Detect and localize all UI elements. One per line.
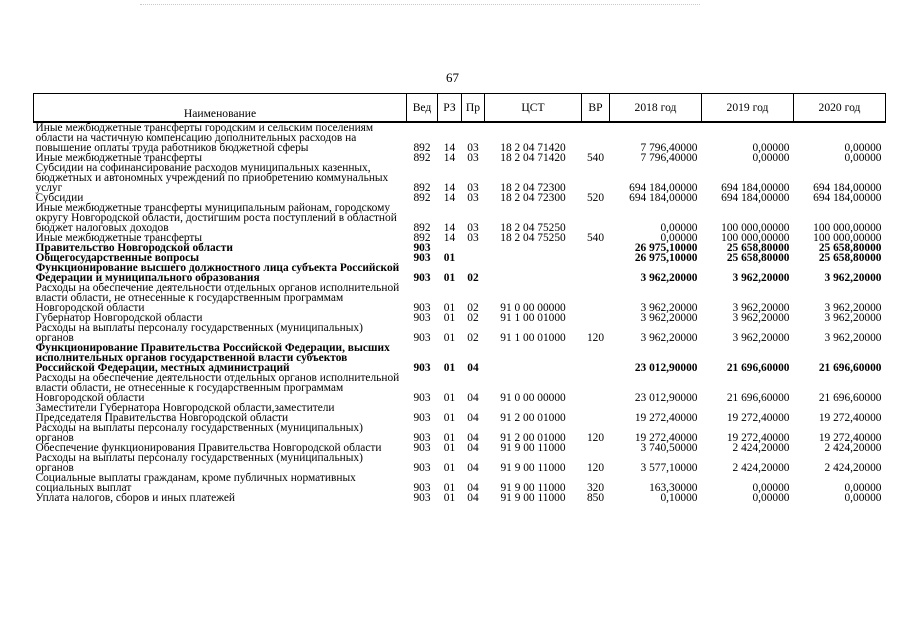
cell-2019: 2 424,20000: [732, 462, 790, 474]
cell-cst: 91 1 00 01000: [500, 312, 566, 324]
cell-pr: 04: [467, 492, 479, 504]
cell-name: Расходы на обеспечение деятельности отдельных органов исполнительной власти области, не отнесенные к государственным программам Новгородской области: [35, 372, 400, 404]
cell-name: Расходы на обеспечение деятельности отдельных органов исполнительной власти области, не отнесенные к государственным программам Новгородской области: [35, 282, 400, 314]
cell-pr: 04: [467, 362, 479, 374]
cell-2019: 3 962,20000: [732, 272, 790, 284]
cell-cst: 18 2 04 71420: [500, 152, 566, 164]
table-row: [34, 163, 886, 193]
cell-rz: 01: [443, 442, 456, 454]
cell-rz: 14: [443, 152, 456, 164]
cell-2020: 2 424,20000: [824, 442, 882, 454]
cell-rz: 01: [443, 432, 456, 444]
cell-pr: 02: [467, 312, 479, 324]
cell-rz: 14: [443, 232, 456, 244]
cell-2018: 3 962,20000: [640, 272, 698, 284]
cell-ved: 892: [413, 222, 431, 234]
cell-2020: 19 272,40000: [818, 412, 882, 424]
cell-2018: 7 796,40000: [640, 142, 698, 154]
cell-2020: 3 962,20000: [824, 272, 882, 284]
cell-name: Иные межбюджетные трансферты: [35, 152, 203, 164]
cell-2018: 0,10000: [660, 492, 698, 504]
cell-pr: 03: [467, 142, 479, 154]
cell-2019: 2 424,20000: [732, 442, 790, 454]
header-pr: Пр: [462, 94, 485, 123]
cell-2018: 0,00000: [660, 222, 698, 234]
cell-vr: 120: [586, 332, 605, 344]
cell-2018: 3 740,50000: [640, 442, 698, 454]
cell-rz: 01: [443, 492, 456, 504]
cell-ved: 903: [413, 392, 431, 404]
cell-2019: 3 962,20000: [732, 332, 790, 344]
cell-pr: 03: [467, 232, 479, 244]
cell-rz: 14: [443, 192, 456, 204]
header-ved: Вед: [407, 94, 438, 123]
cell-ved: 903: [413, 412, 431, 424]
table-row: [34, 453, 886, 473]
cell-2018: 26 975,10000: [634, 252, 698, 264]
cell-2020: 0,00000: [844, 482, 882, 494]
table-row: [34, 203, 886, 233]
cell-cst: 91 0 00 00000: [500, 302, 566, 314]
cell-name: Губернатор Новгородской области: [35, 312, 203, 324]
cell-2018: 23 012,90000: [634, 362, 698, 374]
page-number: 67: [446, 70, 459, 85]
cell-vr: [582, 263, 610, 283]
cell-2018: 19 272,40000: [634, 432, 698, 444]
scan-artifact-line: [140, 4, 700, 8]
cell-name: Общегосударственные вопросы: [35, 252, 200, 264]
cell-rz: 01: [443, 302, 456, 314]
table-row: [34, 283, 886, 313]
cell-2020: 0,00000: [844, 142, 882, 154]
cell-pr: 04: [467, 462, 479, 474]
cell-2018: 694 184,00000: [629, 182, 698, 194]
cell-pr: [462, 253, 485, 263]
cell-cst: 91 2 00 01000: [500, 412, 566, 424]
cell-ved: 903: [413, 462, 431, 474]
cell-pr: 04: [467, 392, 479, 404]
cell-pr: 04: [467, 482, 479, 494]
cell-cst: [485, 263, 582, 283]
cell-pr: 04: [467, 432, 479, 444]
cell-vr: [582, 313, 610, 323]
cell-2020: 3 962,20000: [824, 302, 882, 314]
cell-rz: 01: [443, 392, 456, 404]
cell-cst: 18 2 04 71420: [500, 142, 566, 154]
cell-name: Субсидии: [35, 192, 84, 204]
cell-vr: [582, 373, 610, 403]
cell-ved: 903: [413, 332, 431, 344]
cell-rz: 01: [443, 482, 456, 494]
cell-ved: 892: [413, 192, 431, 204]
cell-rz: 01: [443, 462, 456, 474]
cell-name: Расходы на выплаты персоналу государственных (муниципальных) органов: [35, 452, 363, 474]
table-row: [34, 423, 886, 443]
table-row: [34, 473, 886, 493]
cell-vr: 850: [586, 492, 605, 504]
cell-name: Расходы на выплаты персоналу государственных (муниципальных) органов: [35, 322, 363, 344]
cell-2020: 694 184,00000: [813, 192, 882, 204]
cell-2019: 694 184,00000: [721, 192, 790, 204]
cell-2020: 25 658,80000: [818, 242, 882, 254]
cell-2018: 3 962,20000: [640, 332, 698, 344]
table-body: [34, 122, 886, 503]
cell-2018: 163,30000: [649, 482, 698, 494]
cell-2020: 100 000,00000: [813, 232, 882, 244]
header-2020: 2020 год: [794, 94, 886, 123]
cell-name: Функционирование Правительства Российской Федерации, высших исполнительных органов государственной власти субъектов Российской Федерации, местных администраций: [35, 342, 390, 374]
cell-cst: 18 2 04 72300: [500, 192, 566, 204]
cell-rz: 14: [443, 142, 456, 154]
cell-2018: 3 962,20000: [640, 302, 698, 314]
cell-name: Иные межбюджетные трансферты: [35, 232, 203, 244]
cell-name: Иные межбюджетные трансферты муниципальным районам, городскому округу Новгородской области, достигшим роста поступлений в областной бюджет налоговых доходов: [35, 202, 397, 234]
cell-pr: 04: [467, 442, 479, 454]
cell-2020: 3 962,20000: [824, 332, 882, 344]
header-vr: ВР: [582, 94, 610, 123]
cell-2020: 0,00000: [844, 492, 882, 504]
cell-name: Субсидии на софинансирование расходов муниципальных казенных, бюджетных и автономных учреждений по приобретению коммунальных услуг: [35, 162, 389, 194]
cell-vr: 540: [586, 152, 605, 164]
cell-vr: 120: [586, 462, 605, 474]
cell-2020: 2 424,20000: [824, 462, 882, 474]
cell-2018: 26 975,10000: [634, 242, 698, 254]
cell-vr: [582, 253, 610, 263]
cell-2019: 19 272,40000: [726, 412, 790, 424]
cell-2020: 0,00000: [844, 152, 882, 164]
cell-ved: 903: [413, 302, 431, 314]
cell-ved: 903: [413, 272, 431, 284]
cell-ved: 903: [413, 432, 431, 444]
cell-cst: 91 1 00 01000: [500, 332, 566, 344]
cell-2018: 23 012,90000: [634, 392, 698, 404]
cell-2019: 0,00000: [752, 482, 790, 494]
cell-2019: 0,00000: [752, 152, 790, 164]
cell-2020: 19 272,40000: [818, 432, 882, 444]
cell-2020: 21 696,60000: [818, 392, 882, 404]
cell-vr: 320: [586, 482, 605, 494]
cell-pr: 03: [467, 192, 479, 204]
cell-rz: 01: [443, 252, 456, 264]
cell-cst: [485, 253, 582, 263]
cell-cst: 91 0 00 00000: [500, 392, 566, 404]
header-2018: 2018 год: [610, 94, 702, 123]
cell-vr: [582, 122, 610, 153]
cell-2019: 3 962,20000: [732, 312, 790, 324]
cell-ved: 903: [413, 362, 431, 374]
cell-pr: 02: [467, 332, 479, 344]
cell-ved: 903: [413, 482, 431, 494]
cell-2018: 7 796,40000: [640, 152, 698, 164]
cell-pr: 04: [467, 412, 479, 424]
cell-rz: 01: [443, 312, 456, 324]
cell-cst: 91 9 00 11000: [500, 462, 566, 474]
cell-rz: 01: [443, 412, 456, 424]
cell-ved: 903: [413, 442, 431, 454]
cell-2018: 694 184,00000: [629, 192, 698, 204]
cell-2019: 694 184,00000: [721, 182, 790, 194]
cell-2019: 21 696,60000: [726, 362, 790, 374]
cell-vr: [582, 243, 610, 253]
table-row: [34, 493, 886, 503]
cell-vr: 520: [586, 192, 605, 204]
cell-rz: 14: [443, 182, 456, 194]
cell-ved: 892: [413, 142, 431, 154]
cell-cst: 91 2 00 01000: [500, 432, 566, 444]
cell-rz: 01: [443, 272, 456, 284]
cell-name: Уплата налогов, сборов и иных платежей: [35, 492, 235, 504]
cell-ved: 903: [413, 242, 431, 254]
cell-2020: 100 000,00000: [813, 222, 882, 234]
cell-2018: 3 962,20000: [640, 312, 698, 324]
table-header: [34, 94, 886, 123]
table-row: [34, 323, 886, 343]
cell-2019: 19 272,40000: [726, 432, 790, 444]
cell-name: Обеспечение функционирования Правительства Новгородской области: [35, 442, 382, 454]
header-cst: ЦСТ: [485, 94, 582, 123]
cell-2018: 19 272,40000: [634, 412, 698, 424]
cell-pr: 03: [467, 222, 479, 234]
cell-2019: 3 962,20000: [732, 302, 790, 314]
cell-2020: 694 184,00000: [813, 182, 882, 194]
cell-vr: [582, 163, 610, 193]
cell-name: Расходы на выплаты персоналу государственных (муниципальных) органов: [35, 422, 363, 444]
cell-vr: [582, 403, 610, 423]
cell-name: Правительство Новгородской области: [35, 242, 233, 254]
cell-2020: 21 696,60000: [818, 362, 882, 374]
cell-name: Иные межбюджетные трансферты городским и сельским поселениям области на частичную компенсацию дополнительных расходов на повышение оплаты труда работников бюджетной сферы: [35, 122, 374, 154]
table-row: [34, 403, 886, 423]
cell-ved: 903: [413, 312, 431, 324]
cell-pr: 03: [467, 182, 479, 194]
cell-vr: 540: [586, 232, 605, 244]
header-name: Наименование: [34, 94, 407, 123]
cell-cst: 91 9 00 11000: [500, 492, 566, 504]
cell-vr: [582, 283, 610, 313]
table-row: [34, 122, 886, 153]
cell-2018: 0,00000: [660, 232, 698, 244]
cell-vr: 120: [586, 432, 605, 444]
cell-ved: 903: [413, 252, 431, 264]
cell-cst: [485, 243, 582, 253]
cell-cst: 91 9 00 11000: [500, 482, 566, 494]
cell-2018: 3 577,10000: [640, 462, 698, 474]
budget-table: [33, 93, 886, 503]
cell-cst: 18 2 04 75250: [500, 232, 566, 244]
cell-pr: [462, 243, 485, 253]
cell-2019: 100 000,00000: [721, 232, 790, 244]
cell-cst: 18 2 04 72300: [500, 182, 566, 194]
cell-2019: 0,00000: [752, 142, 790, 154]
cell-vr: [582, 203, 610, 233]
cell-name: Функционирование высшего должностного лица субъекта Российской Федерации и муниципального образования: [35, 262, 400, 284]
cell-pr: 02: [467, 272, 479, 284]
cell-cst: 18 2 04 75250: [500, 222, 566, 234]
cell-2019: 21 696,60000: [726, 392, 790, 404]
table-row: [34, 263, 886, 283]
cell-rz: 14: [443, 222, 456, 234]
cell-ved: 892: [413, 152, 431, 164]
table-row: [34, 373, 886, 403]
cell-pr: 02: [467, 302, 479, 314]
cell-vr: [582, 443, 610, 453]
cell-2019: 100 000,00000: [721, 222, 790, 234]
cell-2019: 25 658,80000: [726, 242, 790, 254]
cell-ved: 892: [413, 182, 431, 194]
cell-cst: 91 9 00 11000: [500, 442, 566, 454]
cell-2019: 25 658,80000: [726, 252, 790, 264]
cell-ved: 892: [413, 232, 431, 244]
header-2019: 2019 год: [702, 94, 794, 123]
cell-pr: 03: [467, 152, 479, 164]
cell-2019: 0,00000: [752, 492, 790, 504]
table-row: [34, 343, 886, 373]
cell-2020: 25 658,80000: [818, 252, 882, 264]
cell-vr: [582, 343, 610, 373]
cell-cst: [485, 343, 582, 373]
cell-name: Заместители Губернатора Новгородской области,заместители Председателя Правительства Новгородской области: [35, 402, 335, 424]
cell-rz: 01: [443, 362, 456, 374]
cell-ved: 903: [413, 492, 431, 504]
cell-name: Социальные выплаты гражданам, кроме публичных нормативных социальных выплат: [35, 472, 356, 494]
header-rz: РЗ: [438, 94, 462, 123]
cell-2020: 3 962,20000: [824, 312, 882, 324]
cell-rz: 01: [443, 332, 456, 344]
